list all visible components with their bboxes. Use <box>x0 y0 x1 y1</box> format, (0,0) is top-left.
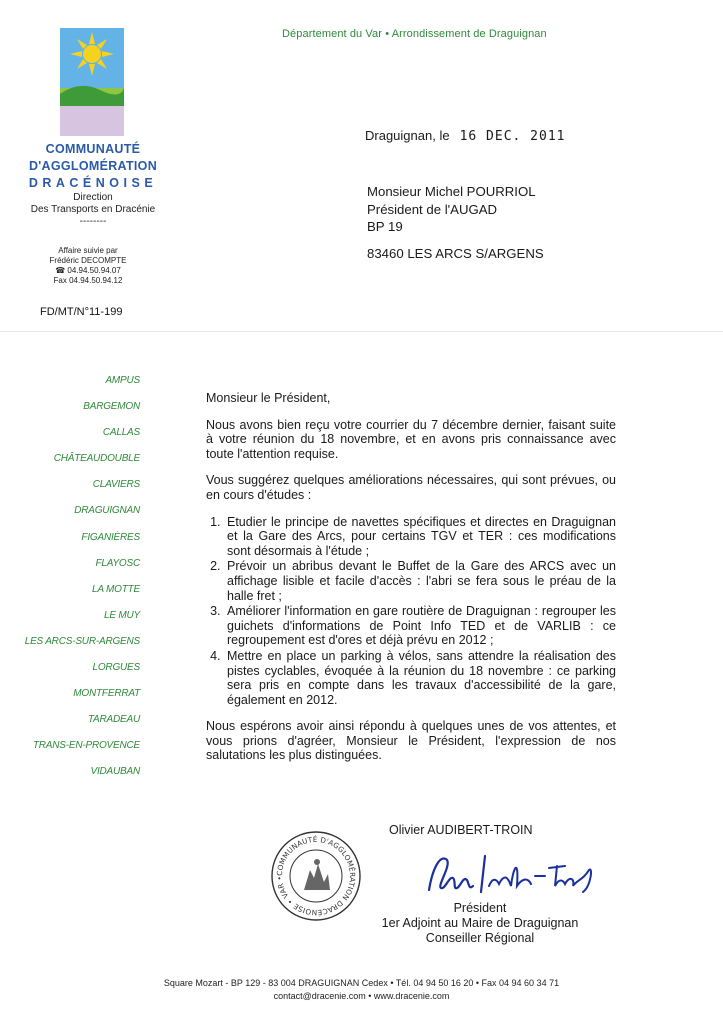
list-item: 2. Prévoir un abribus devant le Buffet de la Gare des ARCS avec un affichage lisible et facile d'accès : l'abri se fera sous le préau de la halle fret ; <box>224 559 616 603</box>
town-item: TRANS-EN-PROVENCE <box>32 740 140 752</box>
direction-name: Des Transports en Dracénie <box>30 204 156 215</box>
town-item: FLAYOSC <box>95 557 140 569</box>
recipient-bp: BP 19 <box>367 219 403 234</box>
date-line <box>365 128 565 144</box>
signer-titles <box>365 901 595 946</box>
reference-number: FD/MT/N°11-199 <box>40 306 123 318</box>
direction-separator: -------- <box>79 216 107 227</box>
brand-line-1: COMMUNAUTÉ <box>45 142 141 156</box>
town-item: CLAVIERS <box>92 479 140 491</box>
signer-title-3: Conseiller Régional <box>425 931 535 945</box>
contact-fax: Fax 04.94.50.94.12 <box>53 276 123 285</box>
contact-phone-line <box>28 266 148 276</box>
list-item: 4. Mettre en place un parking à vélos, sans attendre la réalisation des pistes cyclables, évoquée à la réunion du 18 novembre : ce parking sera pris en compte dans les travaux d'accessibilité de la gare, également en 2012. <box>224 649 616 707</box>
suggestions-list <box>206 515 616 708</box>
telephone-icon: ☎ <box>55 266 68 275</box>
town-item: LA MOTTE <box>91 583 140 595</box>
agglomeration-logo <box>60 28 124 136</box>
town-item: VIDAUBAN <box>90 766 140 778</box>
salutation: Monsieur le Président, <box>206 391 331 405</box>
list-item: 3. Améliorer l'information en gare routière de Draguignan : regrouper les guichets d'informations de Point Info TED et de VARLIB : ce regroupement est d'ores et déjà prévu en 2012 ; <box>224 604 616 648</box>
recipient-address <box>367 183 544 262</box>
contact-phone: 04.94.50.94.07 <box>67 266 121 275</box>
recipient-title: Président de l'AUGAD <box>367 201 498 217</box>
contact-person: Frédéric DECOMPTE <box>49 256 127 265</box>
signer-title-1: Président <box>453 901 507 915</box>
handwritten-signature <box>423 846 603 902</box>
recipient-name: Monsieur Michel POURRIOL <box>367 184 536 199</box>
footer-address: Square Mozart - BP 129 - 83 004 DRAGUIGNAN Cedex • Tél. 04 94 50 16 20 • Fax 04 94 60 34 71 <box>163 978 560 988</box>
seal-stamp-icon <box>270 830 362 922</box>
town-item: FIGANIÈRES <box>81 531 140 543</box>
footer-contact: contact@dracenie.com • www.dracenie.com <box>273 990 450 1001</box>
town-item: LE MUY <box>103 609 140 621</box>
fold-line <box>0 331 723 332</box>
town-item: DRAGUIGNAN <box>74 505 140 517</box>
agglomeration-name <box>18 141 168 192</box>
town-item: LES ARCS-SUR-ARGENS <box>24 635 140 647</box>
contact-intro: Affaire suivie par <box>58 246 118 255</box>
member-towns-list <box>10 373 140 791</box>
brand-line-3: DRACÉNOISE <box>28 176 158 190</box>
town-item: CHÂTEAUDOUBLE <box>53 453 140 465</box>
town-item: TARADEAU <box>87 714 140 726</box>
signature-scribble-icon <box>423 846 603 902</box>
recipient-city: 83460 LES ARCS S/ARGENS <box>367 245 544 261</box>
letter-body <box>206 391 616 775</box>
footer <box>0 977 723 1002</box>
town-item: AMPUS <box>105 375 140 386</box>
signer-name: Olivier AUDIBERT-TROIN <box>389 823 533 837</box>
paragraph-1: Nous avons bien reçu votre courrier du 7 décembre dernier, faisant suite à votre réunion du 18 novembre, et en avons pris connaissance avec toute l'attention requise. <box>206 417 616 461</box>
paragraph-2: Vous suggérez quelques améliorations nécessaires, qui sont prévues, ou en cours d'études : <box>206 473 616 502</box>
contact-block <box>28 246 148 286</box>
signer-title-2: 1er Adjoint au Maire de Draguignan <box>381 916 579 930</box>
town-item: CALLAS <box>102 427 140 439</box>
date-prefix: Draguignan, le <box>365 128 450 143</box>
town-item: LORGUES <box>92 662 140 674</box>
brand-line-2: D'AGGLOMÉRATION <box>28 159 158 173</box>
department-line: Département du Var • Arrondissement de Draguignan <box>282 28 547 40</box>
direction-block <box>18 192 168 228</box>
date-stamp: 16 DEC. 2011 <box>459 129 566 144</box>
town-item: BARGEMON <box>83 401 140 413</box>
direction-label: Direction <box>73 192 113 203</box>
sun-logo-icon <box>60 28 124 136</box>
official-seal <box>270 830 362 922</box>
list-item: 1. Etudier le principe de navettes spécifiques et directes en Draguignan et la Gare des Arcs, pour certains TGV et TER : ces modifications sont désormais à l'étude ; <box>224 515 616 559</box>
seal-text: COMMUNAUTÉ D'AGGLOMÉRATION DRACÉNOISE • VAR • <box>274 834 358 918</box>
town-item: MONTFERRAT <box>73 688 140 700</box>
closing-paragraph: Nous espérons avoir ainsi répondu à quelques unes de vos attentes, et vous prions d'agréer, Monsieur le Président, l'expression de nos salutations les plus distinguées. <box>206 719 616 763</box>
